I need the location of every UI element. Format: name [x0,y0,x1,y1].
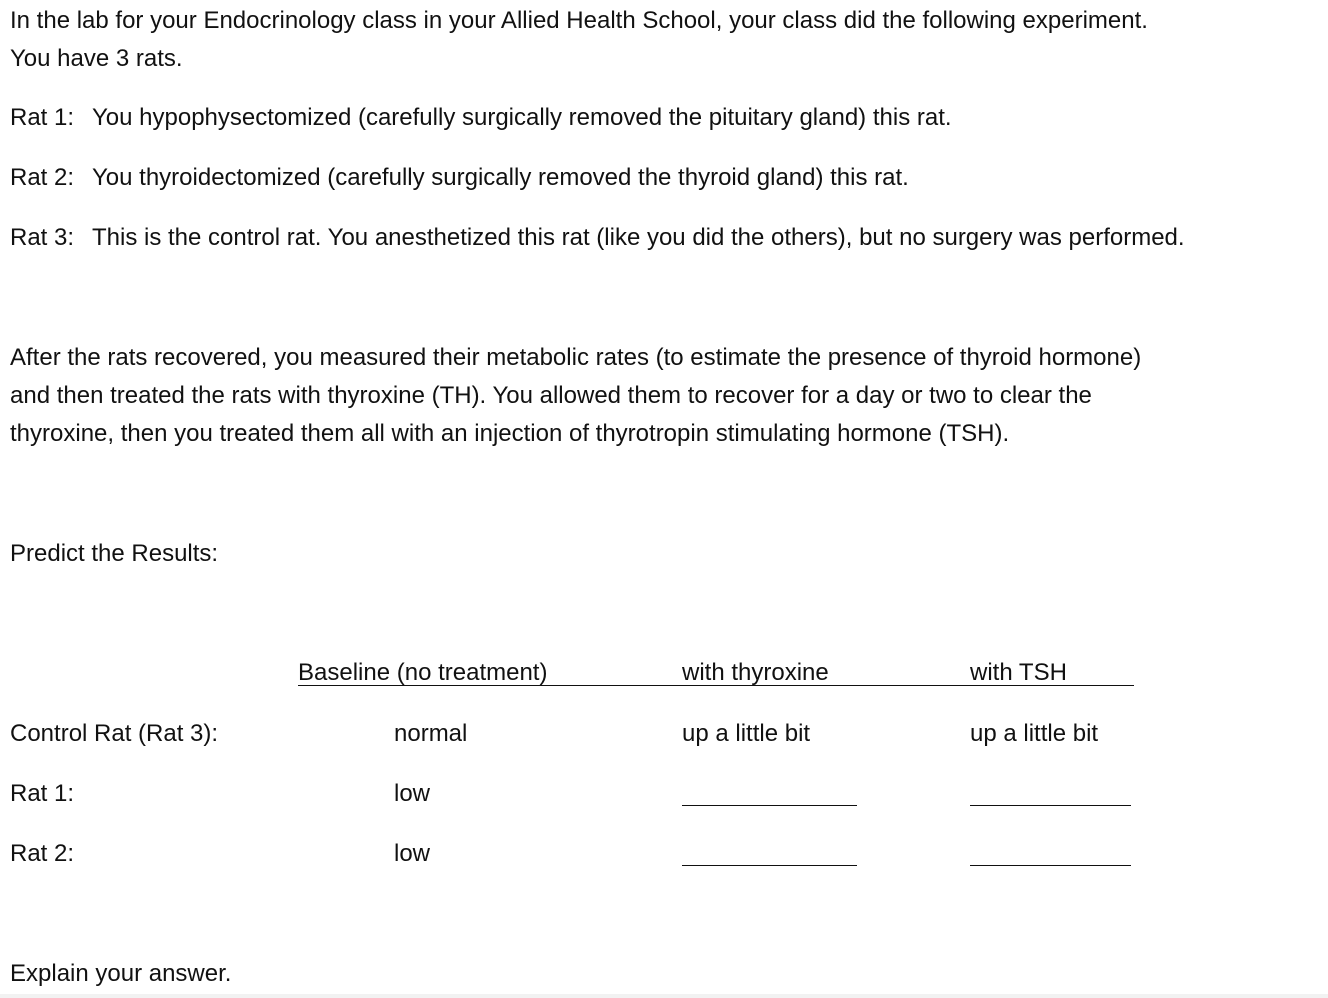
rat-1-description [10,103,952,133]
row-rat2-baseline: low [394,840,431,867]
header-thyroxine: with thyroxine [682,659,829,686]
procedure-line-1: After the rats recovered, you measured their metabolic rates (to estimate the presence of thyroid hormone) [10,344,1142,371]
rat-1-text: You hypophysectomized (carefully surgically removed the pituitary gland) this rat. [92,104,952,131]
rat1-thyroxine-blank[interactable] [682,805,857,806]
rat-3-text: This is the control rat. You anesthetized this rat (like you did the others), but no surgery was performed. [92,224,1185,251]
explain-prompt: Explain your answer. [10,960,232,987]
row-control-thyroxine: up a little bit [682,720,811,747]
rat2-tsh-blank[interactable] [970,865,1131,866]
header-baseline: Baseline (no treatment) [298,659,548,686]
row-rat1-baseline: low [394,780,431,807]
rat-2-description [10,163,909,193]
rat-3-label: Rat 3: [10,224,75,251]
row-rat1-label: Rat 1: [10,780,75,807]
row-control-label: Control Rat (Rat 3): [10,720,219,747]
rat-2-label: Rat 2: [10,164,75,191]
header-underline [298,685,1134,686]
procedure-line-3: thyroxine, then you treated them all with an injection of thyrotropin stimulating hormone (TSH). [10,420,1010,447]
rat2-thyroxine-blank[interactable] [682,865,857,866]
page-bottom-edge [0,994,1328,998]
procedure-line-2: and then treated the rats with thyroxine (TH). You allowed them to recover for a day or two to clear the [10,382,1092,409]
intro-line-1: In the lab for your Endocrinology class in your Allied Health School, your class did the following experiment. [10,7,1148,34]
rat-1-label: Rat 1: [10,104,75,131]
intro-line-2: You have 3 rats. [10,45,183,72]
row-control-tsh: up a little bit [970,720,1099,747]
predict-heading: Predict the Results: [10,540,219,567]
row-control-baseline: normal [394,720,468,747]
rat-2-text: You thyroidectomized (carefully surgically removed the thyroid gland) this rat. [92,164,909,191]
rat-3-description [10,223,1185,253]
rat1-tsh-blank[interactable] [970,805,1131,806]
header-tsh: with TSH [970,659,1067,686]
row-rat2-label: Rat 2: [10,840,75,867]
